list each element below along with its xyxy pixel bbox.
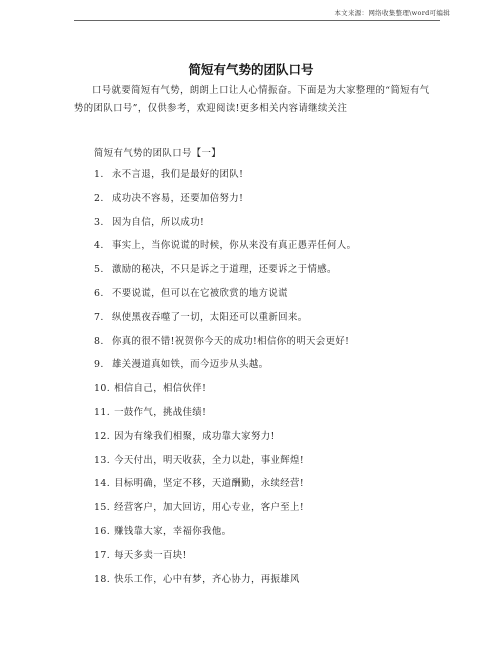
item-number: 9. [94,359,104,371]
list-item [94,187,434,211]
list-item [94,520,434,544]
list-item [94,282,434,306]
item-text: 纵使黑夜吞噬了一切，太阳还可以重新回来。 [112,311,308,323]
list-item [94,306,434,330]
item-text: 因为自信，所以成功! [112,216,205,228]
list-item [94,330,434,354]
item-text: 事实上，当你说谎的时候，你从来没有真正愚弄任何人。 [112,240,357,252]
item-text: 经营客户，加大回访，用心专业，客户至上! [114,502,305,514]
item-number: 3. [94,216,104,228]
item-text: 每天多卖一百块! [114,549,187,561]
item-number: 11. [94,406,111,418]
list-item [94,401,434,425]
item-number: 6. [94,287,104,299]
list-item [94,568,434,592]
item-number: 12. [94,430,111,442]
header-divider [74,20,440,21]
list-item [94,544,434,568]
list-item [94,496,434,520]
section-heading: 简短有气势的团队口号【一】 [94,148,222,159]
list-item [94,163,434,187]
item-number: 14. [94,478,111,490]
list-item [94,353,434,377]
item-number: 1. [94,169,104,180]
list-item [94,472,434,496]
item-text: 今天付出，明天收获，全力以赴，事业辉煌! [114,454,305,466]
list-item [94,211,434,235]
item-number: 17. [94,549,111,561]
source-note: 本文来源：网络收集整理\word可编辑 [334,9,450,17]
item-number: 7. [94,311,104,323]
item-text: 因为有缘我们相聚，成功靠大家努力! [114,430,275,442]
item-number: 2. [94,192,104,204]
item-number: 8. [94,335,104,347]
item-text: 目标明确，坚定不移，天道酬勤，永续经营! [114,478,305,490]
item-text: 你真的很不错!祝贺你今天的成功!相信你的明天会更好! [112,335,350,347]
item-text: 成功决不容易，还要加倍努力! [112,192,244,204]
list-item [94,425,434,449]
item-number: 4. [94,240,104,252]
item-number: 13. [94,454,111,466]
item-text: 赚钱靠大家，幸福你我他。 [114,525,232,537]
item-number: 16. [94,525,111,537]
slogan-list [94,163,434,591]
item-text: 永不言退，我们是最好的团队! [112,169,244,180]
item-text: 激励的秘决，不只是诉之于道理，还要诉之于情感。 [112,264,337,276]
list-item [94,449,434,473]
item-text: 不要说谎，但可以在它被欣赏的地方说谎 [112,287,288,299]
item-number: 10. [94,383,111,395]
item-text: 快乐工作，心中有梦，齐心协力，再振雄风 [114,573,300,585]
item-number: 5. [94,264,104,276]
item-number: 15. [94,502,111,514]
item-text: 一鼓作气，挑战佳绩! [114,406,207,418]
item-text: 相信自己，相信伙伴! [114,383,207,395]
intro-paragraph: 口号就要简短有气势，朗朗上口让人心情振奋。下面是为大家整理的“简短有气势的团队口号”，仅供参考，欢迎阅读!更多相关内容请继续关注 [74,85,430,114]
item-number: 18. [94,573,111,585]
item-text: 雄关漫道真如铁，而今迈步从头越。 [112,359,269,371]
page-title: 简短有气势的团队口号 [188,62,314,77]
list-item [94,258,434,282]
list-item [94,377,434,401]
list-item [94,234,434,258]
